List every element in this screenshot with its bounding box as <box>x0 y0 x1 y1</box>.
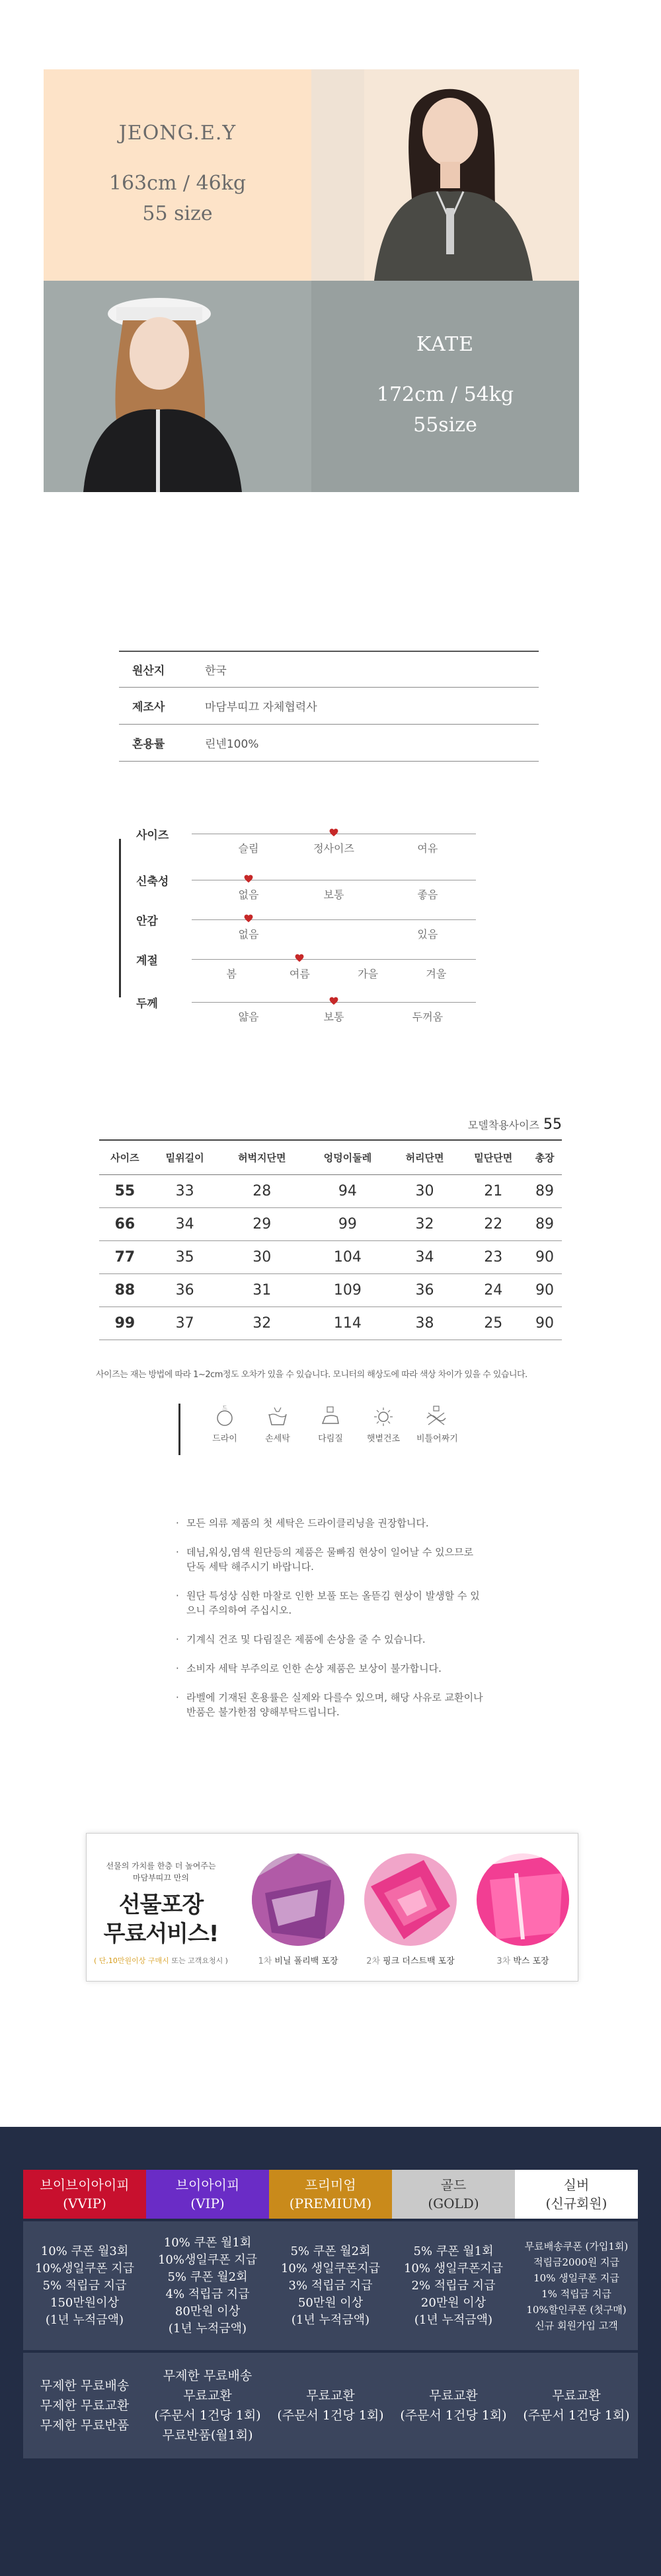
tier-extras <box>146 2353 269 2458</box>
tier-name: (VIP) <box>190 2196 225 2211</box>
fit-option: 슬림 <box>238 842 259 855</box>
tier-benefits <box>269 2221 392 2350</box>
model-2-name: KATE <box>416 332 475 356</box>
benefit-line: 50만원 이상 <box>297 2295 364 2310</box>
table-cell: 99 <box>305 1207 391 1240</box>
size-col-header: 허벅지단면 <box>219 1140 305 1174</box>
table-cell: 36 <box>391 1273 459 1306</box>
benefit-line: 10% 생일쿠폰지급 <box>280 2261 381 2275</box>
model-size-value: 55 <box>543 1116 562 1133</box>
size-col-header: 밑단단면 <box>459 1140 527 1174</box>
tier-benefits <box>146 2221 269 2350</box>
model-1-photo <box>311 69 579 281</box>
fit-option: 얇음 <box>238 1011 259 1023</box>
fit-option: 봄 <box>226 968 237 980</box>
fit-option: 없음 <box>238 888 259 901</box>
no-wring-icon <box>424 1404 448 1427</box>
note-item: · 소비자 세탁 부주의로 인한 손상 제품은 보상이 불가합니다. <box>173 1661 484 1676</box>
table-cell: 94 <box>305 1174 391 1207</box>
gift-step-num: 1차 <box>258 1956 272 1966</box>
table-row <box>99 1174 562 1207</box>
gift-title-1: 선물포장 <box>118 1892 204 1918</box>
tier-name: 프리미엄 <box>305 2177 356 2193</box>
table-row <box>99 1306 562 1340</box>
table-cell: 25 <box>459 1306 527 1340</box>
selected-heart-icon <box>295 954 304 963</box>
gift-step-1 <box>245 1853 351 1966</box>
gift-condition <box>87 1955 235 1966</box>
benefit-line: 5% 쿠폰 월1회 <box>413 2244 494 2258</box>
fit-option: 보통 <box>323 1011 344 1023</box>
fit-label: 사이즈 <box>136 829 169 842</box>
model-wearing-size <box>468 1116 562 1133</box>
note-item: · 기계식 건조 및 다림질은 제품에 손상을 줄 수 있습니다. <box>173 1632 484 1647</box>
care-instructions <box>178 1404 483 1456</box>
table-cell: 99 <box>99 1306 151 1340</box>
gift-step-caption <box>245 1954 351 1966</box>
membership-tier <box>23 2170 146 2458</box>
gift-step-2 <box>358 1853 463 1966</box>
table-cell: 32 <box>219 1306 305 1340</box>
tier-name: (신규회원) <box>545 2196 607 2211</box>
size-note: 사이즈는 재는 방법에 따라 1~2cm정도 오차가 있을 수 있습니다. 모니터의 해상도에 따라 색상 차이가 있을 수 있습니다. <box>96 1370 527 1380</box>
table-cell: 88 <box>99 1273 151 1306</box>
fit-option: 여름 <box>289 968 310 980</box>
model-size-label: 모델착용사이즈 <box>467 1119 539 1131</box>
extra-line: 무료교환 <box>552 2388 601 2403</box>
benefit-line: (1년 누적금액) <box>168 2321 247 2336</box>
benefit-line: 5% 적립금 지급 <box>42 2278 127 2293</box>
gift-step-caption <box>358 1954 463 1966</box>
table-cell: 90 <box>527 1273 562 1306</box>
dry-clean-icon <box>213 1404 237 1427</box>
extra-line: 무제한 무료반품 <box>40 2418 130 2433</box>
fit-scale-line <box>192 919 476 920</box>
extra-line: 무제한 무료배송 <box>163 2369 253 2383</box>
extra-line: (주문서 1건당 1회) <box>154 2408 261 2423</box>
fit-option: 좋음 <box>417 888 438 901</box>
care-label: 다림질 <box>318 1434 343 1444</box>
product-info-table <box>119 651 539 762</box>
care-item <box>311 1404 350 1444</box>
benefit-line: 5% 쿠폰 월2회 <box>167 2270 248 2284</box>
table-row <box>99 1240 562 1273</box>
model-1-name: JEONG.E.Y <box>118 121 237 145</box>
washing-notes <box>173 1516 484 1734</box>
sun-dry-icon <box>371 1404 395 1427</box>
model-2-photo <box>44 281 311 492</box>
table-row <box>99 1273 562 1306</box>
benefit-line: 무료배송쿠폰 (가입1회) <box>524 2240 629 2252</box>
tier-extras <box>392 2353 515 2458</box>
extra-line: 무제한 무료배송 <box>40 2379 130 2393</box>
table-cell: 66 <box>99 1207 151 1240</box>
size-table <box>99 1139 562 1340</box>
selected-heart-icon <box>329 828 338 838</box>
table-cell: 23 <box>459 1240 527 1273</box>
gift-text <box>87 1834 235 1981</box>
table-cell: 114 <box>305 1306 391 1340</box>
benefit-line: 150만원이상 <box>50 2295 119 2310</box>
tier-name: 브이브이아이피 <box>40 2177 130 2193</box>
size-col-header: 허리단면 <box>391 1140 459 1174</box>
fit-option: 두꺼움 <box>412 1011 444 1023</box>
gift-condition-rest: 또는 고객요청시 ) <box>171 1956 228 1965</box>
svg-text:드: 드 <box>222 1405 227 1411</box>
table-cell: 28 <box>219 1174 305 1207</box>
table-cell: 30 <box>391 1174 459 1207</box>
table-cell: 30 <box>219 1240 305 1273</box>
benefit-line: (1년 누적금액) <box>45 2312 124 2327</box>
membership-tier <box>392 2170 515 2458</box>
tier-header <box>146 2170 269 2219</box>
table-cell: 33 <box>151 1174 219 1207</box>
benefit-line: 5% 쿠폰 월2회 <box>290 2244 371 2258</box>
benefit-line: 80만원 이상 <box>175 2304 241 2318</box>
extra-line: 무료교환 <box>429 2388 478 2403</box>
fit-option: 없음 <box>238 928 259 941</box>
tier-name: (PREMIUM) <box>289 2196 372 2211</box>
note-item: · 원단 특성상 심한 마찰로 인한 보풀 또는 올뜯김 현상이 발생할 수 있으니 주의하여 주십시오. <box>173 1589 484 1618</box>
table-cell: 109 <box>305 1273 391 1306</box>
table-cell: 36 <box>151 1273 219 1306</box>
selected-heart-icon <box>244 875 253 884</box>
table-cell: 77 <box>99 1240 151 1273</box>
info-row <box>119 651 539 688</box>
fit-option: 정사이즈 <box>313 842 354 855</box>
table-cell: 90 <box>527 1240 562 1273</box>
fit-chart <box>119 819 489 1044</box>
benefit-line: (1년 누적금액) <box>414 2312 493 2327</box>
table-cell: 34 <box>391 1240 459 1273</box>
info-row <box>119 725 539 762</box>
table-cell: 89 <box>527 1174 562 1207</box>
benefit-line: (1년 누적금액) <box>291 2312 370 2327</box>
extra-line: 무료반품(월1회) <box>162 2428 253 2443</box>
extra-line: 무제한 무료교환 <box>40 2398 130 2413</box>
benefit-line: 10% 생일쿠폰지급 <box>403 2261 504 2275</box>
selected-heart-icon <box>329 997 338 1006</box>
tier-header <box>515 2170 638 2219</box>
fit-scale-line <box>192 959 476 960</box>
fit-option: 여유 <box>417 842 438 855</box>
info-value: 한국 <box>205 664 227 678</box>
benefit-line: 신규 회원가입 고객 <box>535 2319 618 2332</box>
size-col-header: 총장 <box>527 1140 562 1174</box>
tier-header <box>392 2170 515 2219</box>
gift-box-image <box>477 1853 569 1946</box>
table-cell: 21 <box>459 1174 527 1207</box>
tier-extras <box>23 2353 146 2458</box>
benefit-line: 10%생일쿠폰 지급 <box>34 2261 135 2275</box>
care-label: 손세탁 <box>265 1434 290 1444</box>
note-item: · 라벨에 기재된 혼용률은 실제와 다를수 있으며, 해당 사유로 교환이나 반품은 불가한점 양해부탁드립니다. <box>173 1690 484 1719</box>
model-1-measure: 163cm / 46kg <box>108 171 247 195</box>
model-1-info <box>44 69 311 281</box>
table-cell: 34 <box>151 1207 219 1240</box>
benefit-line: 20만원 이상 <box>420 2295 486 2310</box>
table-cell: 90 <box>527 1306 562 1340</box>
model-2-size: 55size <box>413 413 477 437</box>
table-cell: 29 <box>219 1207 305 1240</box>
table-row <box>99 1207 562 1240</box>
fit-label: 두께 <box>136 997 158 1011</box>
tier-name: 브이아이피 <box>175 2177 240 2193</box>
size-col-header: 엉덩이둘레 <box>305 1140 391 1174</box>
model-1-size: 55 size <box>142 201 213 225</box>
gift-title-2: 무료서비스! <box>103 1921 219 1947</box>
benefit-line: 10% 생일쿠폰 지급 <box>533 2272 619 2284</box>
gift-wrap-banner <box>86 1833 578 1982</box>
benefit-line: 3% 적립금 지급 <box>288 2278 373 2293</box>
table-cell: 22 <box>459 1207 527 1240</box>
care-item <box>258 1404 297 1444</box>
tier-header <box>23 2170 146 2219</box>
table-cell: 104 <box>305 1240 391 1273</box>
info-value: 마담부띠끄 자체협력사 <box>205 701 317 714</box>
care-label: 드라이 <box>212 1434 237 1444</box>
fit-option: 보통 <box>323 888 344 901</box>
membership-tier <box>515 2170 638 2458</box>
benefit-line: 적립금2000원 지급 <box>533 2256 619 2268</box>
fit-option: 가을 <box>358 968 379 980</box>
tier-name: (VVIP) <box>63 2196 106 2211</box>
gift-step-label: 박스 포장 <box>513 1956 549 1966</box>
benefit-line: 10%할인쿠폰 (첫구매) <box>526 2303 627 2316</box>
gift-intro-1: 선물의 가치를 한층 더 높여주는 <box>106 1861 216 1871</box>
fit-label: 계절 <box>136 954 158 968</box>
gift-step-label: 비닐 폴리백 포장 <box>274 1956 338 1966</box>
care-item <box>364 1404 403 1444</box>
fit-label: 안감 <box>136 915 158 928</box>
info-row <box>119 688 539 725</box>
size-col-header: 사이즈 <box>99 1140 151 1174</box>
tier-name: (GOLD) <box>428 2196 479 2211</box>
tier-name: 실버 <box>563 2177 590 2193</box>
tier-benefits <box>515 2221 638 2350</box>
care-item <box>205 1404 245 1444</box>
extra-line: (주문서 1건당 1회) <box>523 2408 630 2423</box>
tier-extras <box>269 2353 392 2458</box>
tier-benefits <box>392 2221 515 2350</box>
extra-line: (주문서 1건당 1회) <box>400 2408 507 2423</box>
gift-step-num: 2차 <box>366 1956 381 1966</box>
benefit-line: 2% 적립금 지급 <box>411 2278 496 2293</box>
membership-section <box>0 2127 661 2576</box>
membership-tier <box>146 2170 269 2458</box>
fit-option: 겨울 <box>426 968 447 980</box>
tier-header <box>269 2170 392 2219</box>
extra-line: (주문서 1건당 1회) <box>277 2408 384 2423</box>
size-col-header: 밑위길이 <box>151 1140 219 1174</box>
gift-intro-2: 마담부띠끄 만의 <box>133 1873 189 1882</box>
model-2-measure: 172cm / 54kg <box>376 382 514 406</box>
fit-divider <box>119 839 121 997</box>
table-cell: 38 <box>391 1306 459 1340</box>
table-cell: 32 <box>391 1207 459 1240</box>
table-cell: 37 <box>151 1306 219 1340</box>
care-divider <box>178 1404 180 1455</box>
poly-bag-image <box>252 1853 344 1946</box>
care-label: 햇볕건조 <box>366 1434 401 1444</box>
note-item: · 모든 의류 제품의 첫 세탁은 드라이클리닝을 권장합니다. <box>173 1516 484 1530</box>
tier-name: 골드 <box>440 2177 467 2193</box>
selected-heart-icon <box>244 914 253 923</box>
benefit-line: 10% 쿠폰 월1회 <box>163 2235 252 2250</box>
tier-extras <box>515 2353 638 2458</box>
table-cell: 89 <box>527 1207 562 1240</box>
fit-option: 있음 <box>417 928 438 941</box>
gift-step-label: 핑크 더스트백 포장 <box>383 1956 455 1966</box>
gift-step-3 <box>470 1853 576 1966</box>
info-key: 혼용률 <box>132 738 165 751</box>
care-item <box>416 1404 456 1444</box>
extra-line: 무료교환 <box>306 2388 355 2403</box>
membership-tier <box>269 2170 392 2458</box>
size-table-body <box>99 1174 562 1340</box>
info-value: 린넨100% <box>205 738 259 751</box>
note-item: · 데님,워싱,염색 원단등의 제품은 물빠짐 현상이 일어날 수 있으므로 단독 세탁 해주시기 바랍니다. <box>173 1545 484 1574</box>
table-cell: 35 <box>151 1240 219 1273</box>
dust-bag-image <box>364 1853 457 1946</box>
table-cell: 24 <box>459 1273 527 1306</box>
fit-label: 신축성 <box>136 875 169 888</box>
size-table-header <box>99 1140 562 1174</box>
benefit-line: 10%생일쿠폰 지급 <box>157 2252 258 2267</box>
iron-icon <box>319 1404 342 1427</box>
info-key: 제조사 <box>132 701 165 714</box>
care-label: 비틀어짜기 <box>416 1434 458 1444</box>
gift-step-caption <box>470 1954 576 1966</box>
gift-step-num: 3차 <box>496 1956 511 1966</box>
table-cell: 55 <box>99 1174 151 1207</box>
benefit-line: 4% 적립금 지급 <box>165 2287 250 2301</box>
tier-benefits <box>23 2221 146 2350</box>
model-2-info <box>311 281 579 492</box>
benefit-line: 10% 쿠폰 월3회 <box>40 2244 129 2258</box>
hand-wash-icon <box>266 1404 290 1427</box>
model-info-grid <box>44 69 579 492</box>
info-key: 원산지 <box>132 664 165 678</box>
extra-line: 무료교환 <box>183 2388 232 2403</box>
gift-condition-main: ( 단,10만원이상 구매시 <box>94 1956 169 1965</box>
table-cell: 31 <box>219 1273 305 1306</box>
benefit-line: 1% 적립금 지급 <box>541 2287 611 2300</box>
